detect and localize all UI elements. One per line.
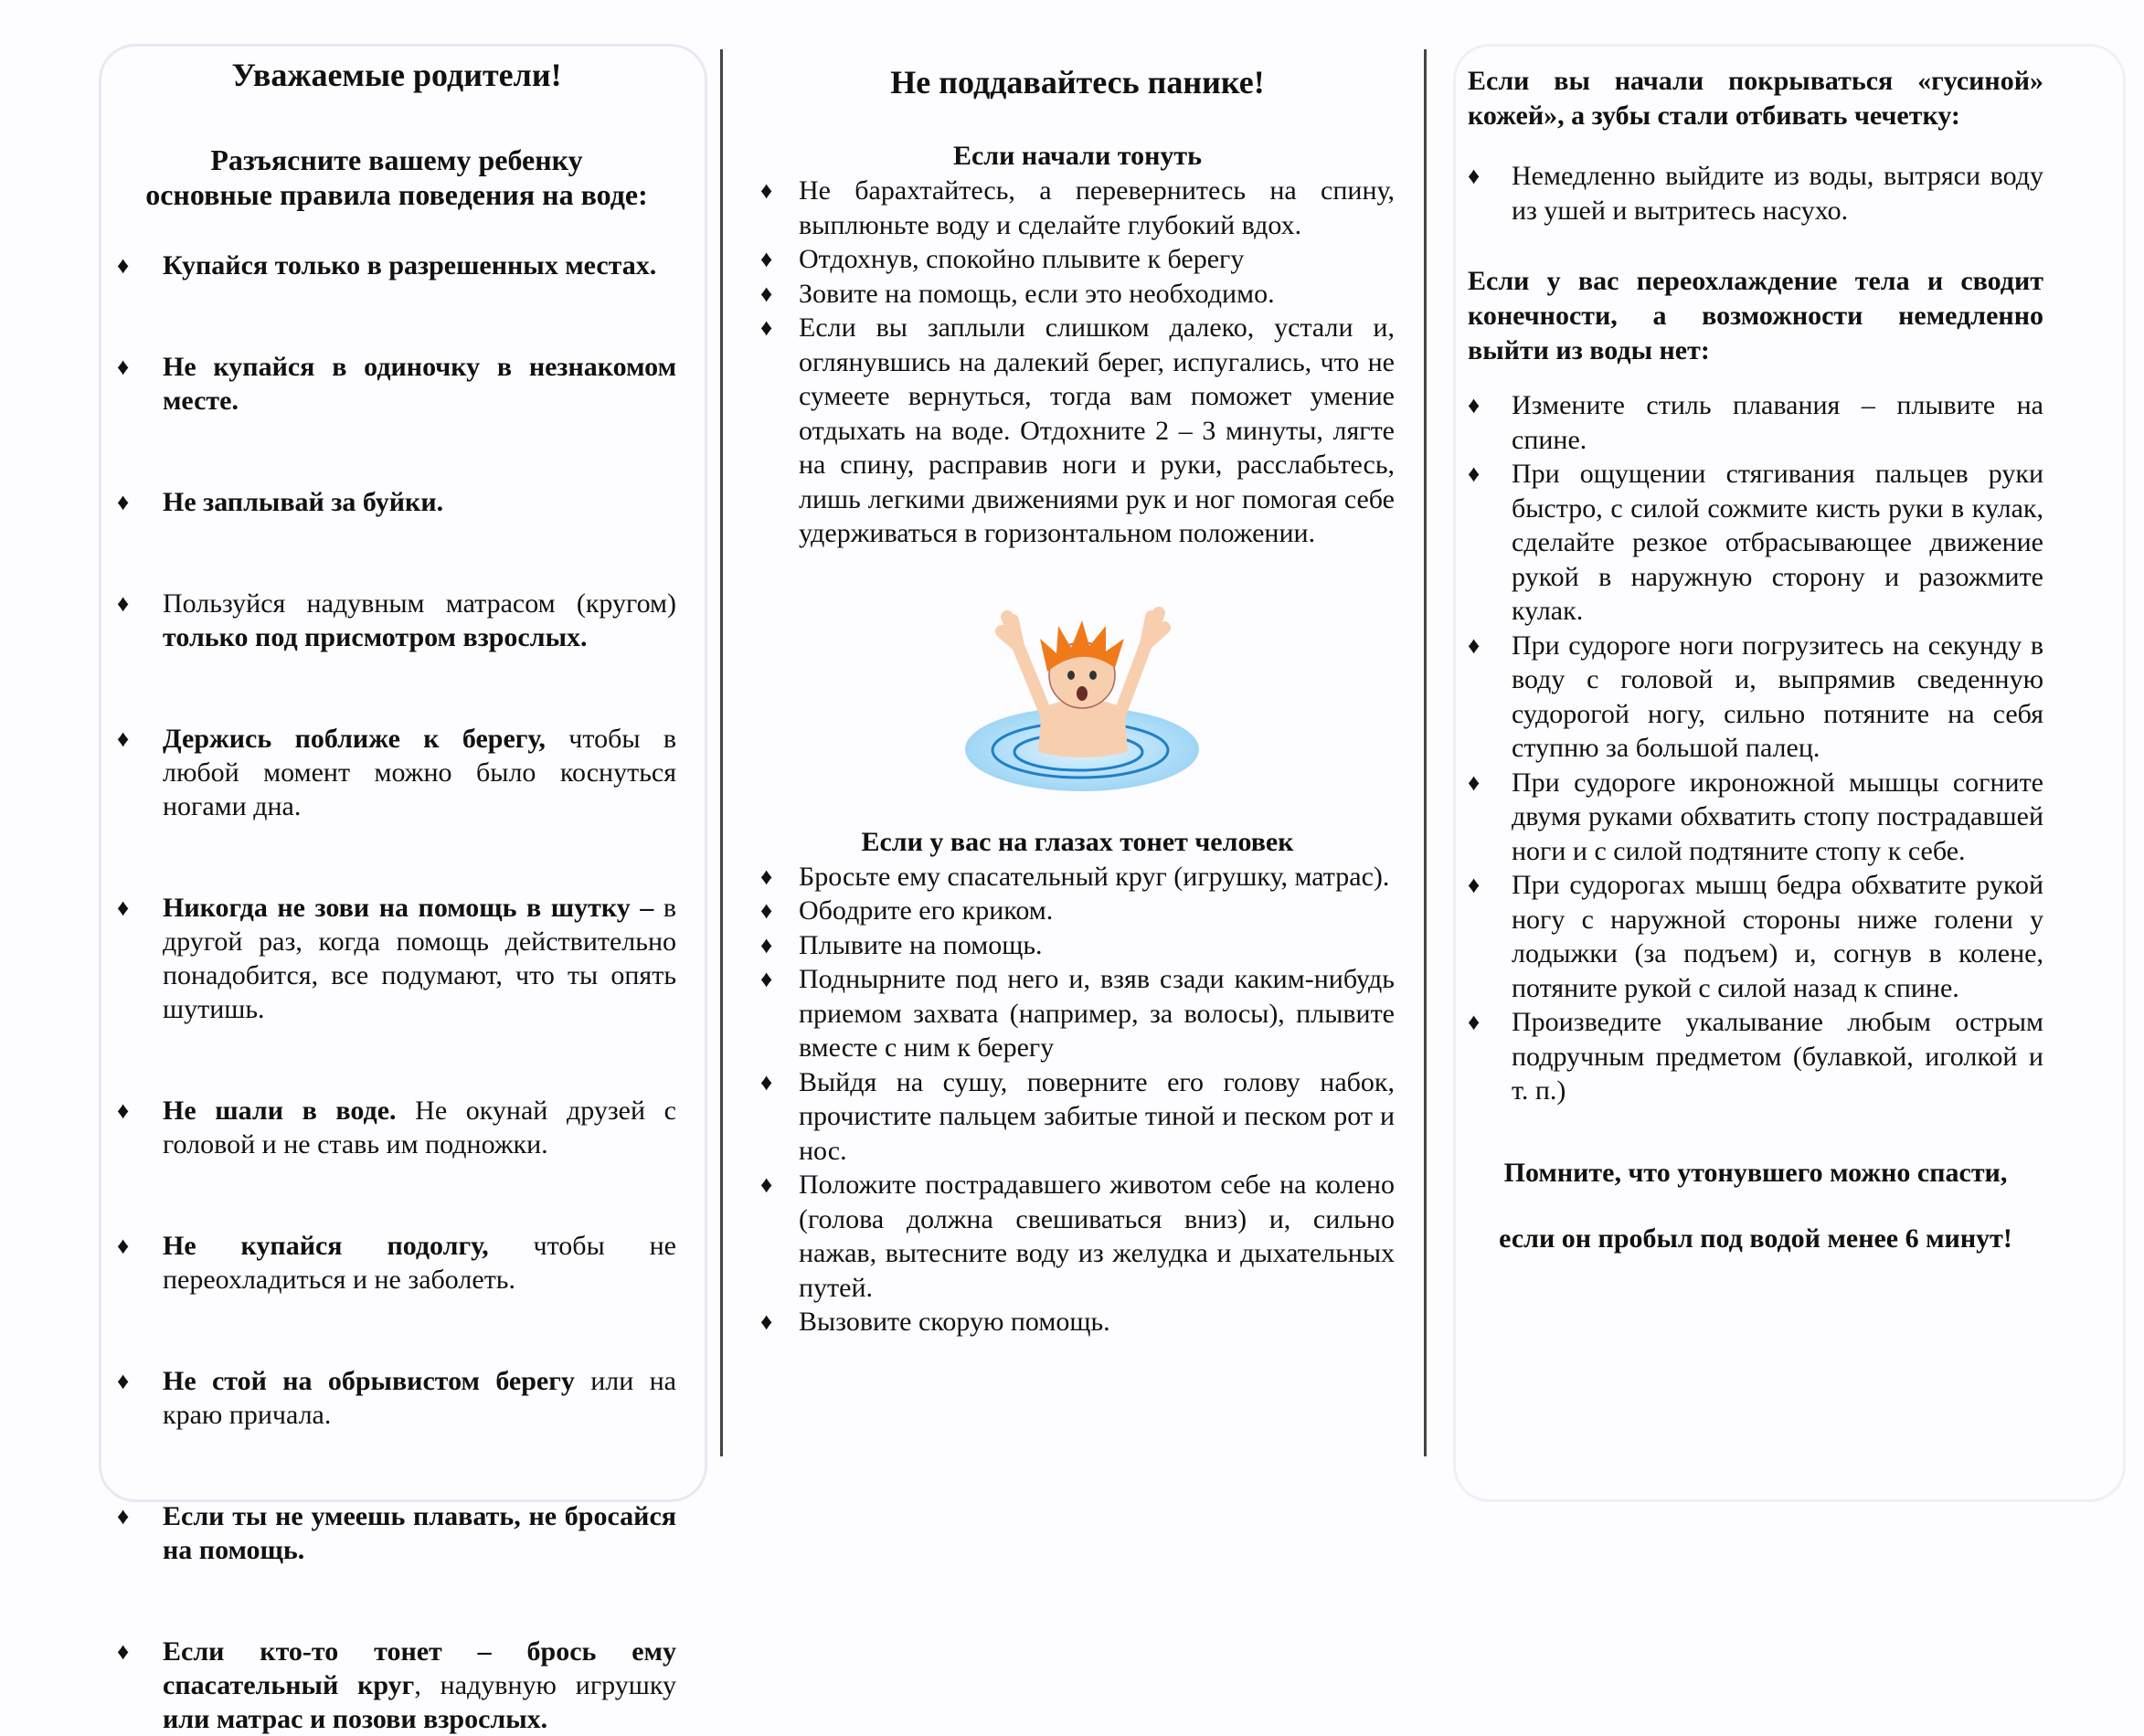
rule-item bbox=[117, 1229, 676, 1297]
step-item: ♦ Зовите на помощь, если это необходимо. bbox=[760, 277, 1395, 312]
rule-item bbox=[117, 249, 676, 282]
rule-item bbox=[117, 1094, 676, 1161]
rule-text: чтобы в любой момент можно было коснуться ногами дна. bbox=[163, 724, 676, 821]
rule-bold: Никогда не зови на помощь в шутку – bbox=[163, 893, 654, 923]
step-item: ♦ Вызовите скорую помощь. bbox=[760, 1305, 1395, 1339]
rule-item bbox=[117, 587, 676, 654]
drowning-child-illustration bbox=[963, 580, 1201, 799]
rescue-steps-list bbox=[760, 860, 1395, 1339]
panel-panic bbox=[724, 0, 1428, 1557]
step-item: ♦ При судороге ноги погрузитесь на секунду в воду с головой и, выпрямив сведенную судорогой ногу, сильно потяните на себя ступню за большой палец. bbox=[1468, 629, 2043, 766]
rule-bold: Не заплывай за буйки. bbox=[163, 487, 444, 517]
panel-title: Уважаемые родители! bbox=[231, 57, 562, 93]
rule-bold: Если ты не умеешь плавать, не бросайся на помощь. bbox=[163, 1501, 676, 1565]
step-item: ♦ Плывите на помощь. bbox=[760, 928, 1395, 963]
rule-item bbox=[117, 722, 676, 823]
rule-item bbox=[117, 1364, 676, 1432]
left-arm bbox=[1002, 617, 1047, 717]
subtitle-line: основные правила поведения на воде: bbox=[145, 178, 648, 211]
rule-item bbox=[117, 1499, 676, 1567]
rule-item bbox=[117, 485, 676, 519]
mouth bbox=[1077, 686, 1088, 701]
rule-bold: Купайся только в разрешенных местах. bbox=[163, 250, 657, 281]
eye bbox=[1089, 671, 1097, 680]
step-item: ♦ Произведите укалывание любым острым подручным предметом (булавкой, иголкой и т. п.) bbox=[1468, 1005, 2043, 1108]
rule-text: или на краю причала. bbox=[163, 1366, 676, 1430]
section-heading-goosebumps: Если вы начали покрываться «гусиной» кожей», а зубы стали отбивать чечетку: bbox=[1468, 66, 2043, 131]
step-item: ♦ Немедленно выйдите из воды, вытряси воду из ушей и вытритесь насухо. bbox=[1468, 159, 2043, 228]
step-item: ♦ Измените стиль плавания – плывите на спине. bbox=[1468, 388, 2043, 457]
step-item: ♦ Отдохнув, спокойно плывите к берегу bbox=[760, 242, 1395, 277]
drowning-steps-list bbox=[760, 174, 1395, 551]
goosebumps-steps-list bbox=[1468, 159, 2043, 228]
rule-text: чтобы не переохладиться и не заболеть. bbox=[163, 1231, 676, 1295]
subtitle-line: Разъясните вашему ребенку bbox=[210, 143, 583, 176]
panel-title: Не поддавайтесь панике! bbox=[890, 64, 1265, 101]
step-item: ♦ При ощущении стягивания пальцев руки быстро, с силой сожмите кисть руки в кулак, сделайте резкое отбрасывающее движение рукой в наружную сторону и разожмите кулак. bbox=[1468, 457, 2043, 629]
step-item: ♦ При судорогах мышц бедра обхватите рукой ногу с наружной стороны ниже голени у лодыжки (за подъем) и, согнув в колене, потяните рукой с силой назад к спине. bbox=[1468, 868, 2043, 1005]
step-item: ♦ Бросьте ему спасательный круг (игрушку, матрас). bbox=[760, 860, 1395, 894]
rule-bold-end: только под присмотром взрослых. bbox=[163, 622, 588, 652]
panel-cold-and-cramps bbox=[1428, 0, 2144, 1557]
section-heading-hypothermia: Если у вас переохлаждение тела и сводит конечности, а возможности немедленно выйти из воды нет: bbox=[1468, 266, 2043, 365]
closing-note: Помните, что утонувшего можно спасти, bbox=[1503, 1157, 2008, 1188]
rule-bold-end: или матрас и позови взрослых. bbox=[163, 1704, 548, 1734]
step-item: ♦ При судороге икроножной мышцы согните двумя руками обхватить стопу пострадавшей ноги и с силой подтяните стопу к себе. bbox=[1468, 766, 2043, 869]
rule-bold: Если кто-то тонет – брось ему спасательный круг bbox=[163, 1636, 676, 1700]
hypothermia-steps-list bbox=[1468, 388, 2043, 1108]
rule-bold: Не купайся в одиночку в незнакомом месте. bbox=[163, 352, 676, 416]
rule-item bbox=[117, 891, 676, 1026]
rule-text: , надувную игрушку bbox=[414, 1670, 677, 1700]
step-item: ♦ Если вы заплыли слишком далеко, устали и, оглянувшись на далекий берег, испугались, что не сумеете вернуться, тогда вам поможет умение отдыхать на воде. Отдохните 2 – 3 минуты, лягте на спину, расправив ноги и руки, расслабьтесь, лишь легкими движениями рук и ног помогая себе удерживаться в горизонтальном положении. bbox=[760, 311, 1395, 551]
rule-text: в другой раз, когда помощь действительно понадобится, все подумают, что ты опять шутишь. bbox=[163, 893, 677, 1024]
eye bbox=[1067, 671, 1075, 680]
panel-subtitle bbox=[117, 143, 676, 212]
rule-item bbox=[117, 350, 676, 418]
step-item: ♦ Положите пострадавшего животом себе на колено (голова должна свешиваться вниз) и, сильно нажав, вытесните воду из желудка и дыхательных путей. bbox=[760, 1168, 1395, 1305]
panel-parents-rules bbox=[0, 0, 724, 1734]
rule-text: Пользуйся надувным матрасом (кругом) bbox=[163, 588, 676, 619]
right-arm bbox=[1119, 613, 1164, 717]
rule-bold: Держись поближе к берегу, bbox=[163, 724, 546, 754]
step-item: ♦ Выйдя на сушу, поверните его голову набок, прочистите пальцем забитые тиной и песком рот и нос. bbox=[760, 1065, 1395, 1169]
closing-note: если он пробыл под водой менее 6 минут! bbox=[1499, 1223, 2012, 1254]
rule-bold: Не стой на обрывистом берегу bbox=[163, 1366, 575, 1396]
rules-list bbox=[117, 249, 676, 1736]
step-item: ♦ Поднырните под него и, взяв сзади каким-нибудь приемом захвата (например, за волосы), плывите вместе с ним к берегу bbox=[760, 962, 1395, 1065]
rule-bold: Не купайся подолгу, bbox=[163, 1231, 489, 1261]
rule-text: Не окунай друзей с головой и не ставь им подножки. bbox=[163, 1096, 676, 1159]
section-heading-drowning: Если начали тонуть bbox=[952, 141, 1203, 171]
rule-bold: Не шали в воде. bbox=[163, 1096, 397, 1126]
section-heading-rescue: Если у вас на глазах тонет человек bbox=[861, 826, 1294, 857]
step-item: ♦ Ободрите его криком. bbox=[760, 894, 1395, 928]
step-item: ♦ Не барахтайтесь, а перевернитесь на спину, выплюньте воду и сделайте глубокий вдох. bbox=[760, 174, 1395, 242]
rule-item bbox=[117, 1635, 676, 1736]
